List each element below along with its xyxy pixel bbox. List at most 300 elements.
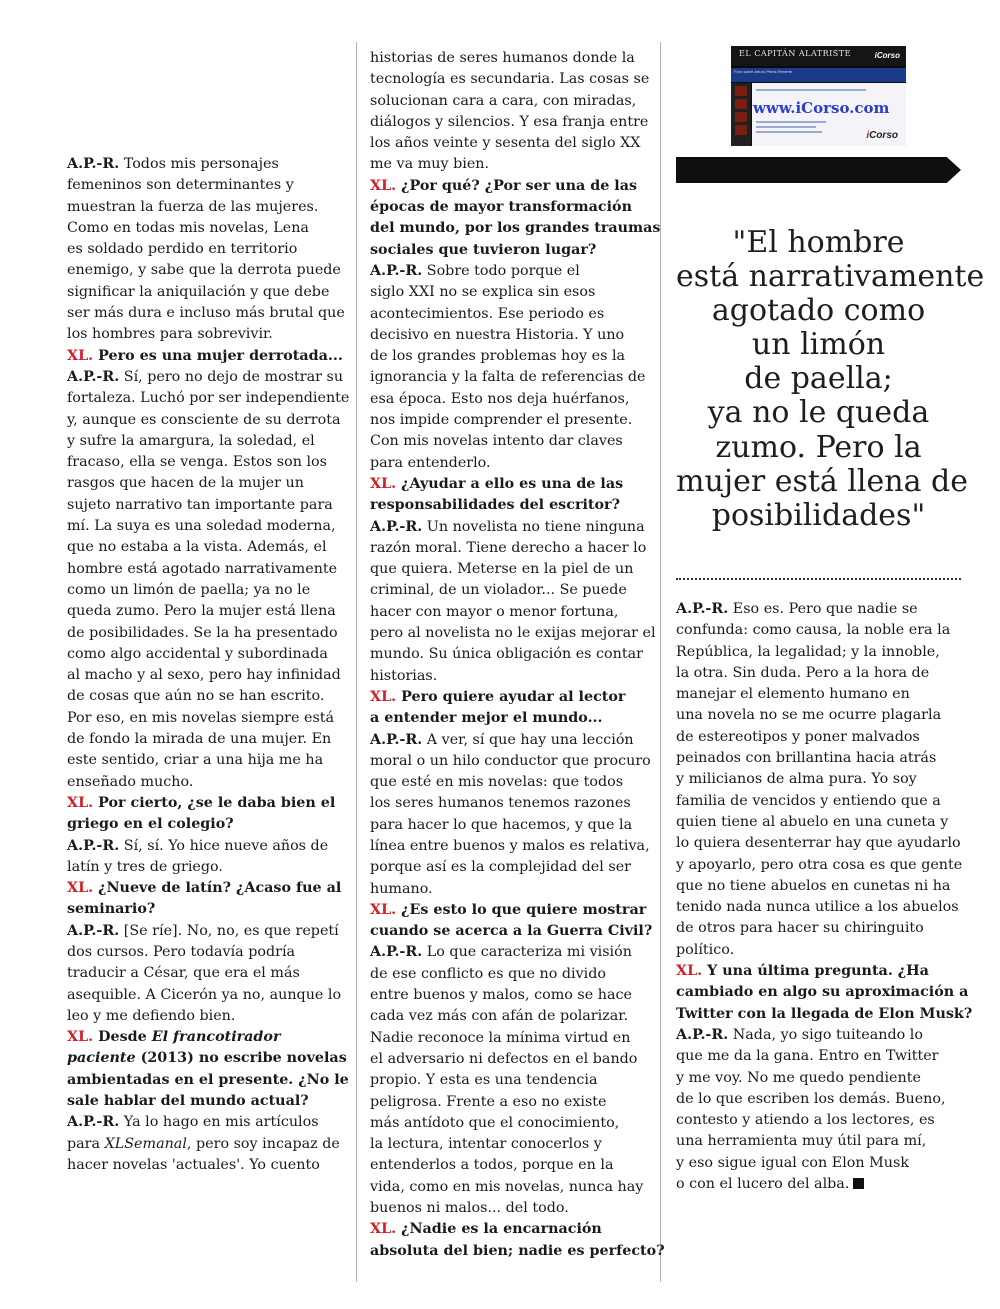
- text-line: [370, 218, 661, 239]
- text-run: y apoyarlo, pero otra cosa es que gente: [676, 856, 963, 873]
- text-run: de otros para hacer su chiringuito: [676, 920, 924, 937]
- text-run: Desde: [93, 1029, 152, 1046]
- screenshot-nav: [731, 68, 906, 82]
- text-run: queda zumo. Pero la mujer está llena: [67, 603, 336, 620]
- text-line: [67, 1155, 347, 1176]
- text-line: [67, 260, 347, 281]
- text-run: los seres humanos tenemos razones: [370, 795, 631, 812]
- text-run: A.P.-R.: [370, 518, 423, 535]
- text-run: ¿Es esto lo que quiere mostrar: [396, 901, 647, 918]
- text-line: [67, 1070, 347, 1091]
- pull-quote-line: de paella;: [744, 361, 893, 397]
- article-column-1: [67, 154, 350, 1176]
- screenshot-brand: EL CAPITÁN ALATRISTE: [739, 49, 851, 58]
- text-run: que quiera. Meterse en la piel de un: [370, 561, 634, 578]
- text-line: [370, 602, 650, 623]
- speaker-xl-tag: XL.: [67, 880, 94, 897]
- text-run: quien tiene al abuelo en una cuneta y: [676, 813, 949, 830]
- text-run: esa época. Esto nos deja huérfanos,: [370, 390, 630, 407]
- text-line: [67, 473, 347, 494]
- text-run: diálogos y silencios. Y esa franja entre: [370, 113, 649, 130]
- text-run: los hombres para sobrevivir.: [67, 326, 273, 343]
- text-run: línea entre buenos y malos es relativa,: [370, 837, 650, 854]
- text-run: sujeto narrativo tan importante para: [67, 496, 333, 513]
- text-run: razón moral. Tiene derecho a hacer lo: [370, 539, 647, 556]
- text-run: Sí, pero no dejo de mostrar su: [119, 368, 344, 385]
- text-run: República, la legalidad; y la innoble,: [676, 643, 940, 660]
- text-line: [676, 620, 961, 641]
- article-column-3: [676, 599, 973, 1195]
- text-run: es soldado perdido en territorio: [67, 241, 298, 258]
- text-line: [67, 686, 347, 707]
- text-line: [67, 1048, 347, 1069]
- text-line: [67, 1134, 347, 1155]
- screenshot-corso-mark: iCorso: [874, 51, 900, 60]
- text-run: A.P.-R.: [676, 1026, 729, 1043]
- text-run: al macho y al sexo, pero hay infinidad: [67, 667, 341, 684]
- text-run: Como en todas mis novelas, Lena: [67, 219, 309, 236]
- text-run: vida, como en mis novelas, nunca hay: [370, 1178, 644, 1195]
- text-run: leo y me defiendo bien.: [67, 1007, 236, 1024]
- text-run: y, aunque es consciente de su derrota: [67, 411, 341, 428]
- text-line: [370, 48, 650, 69]
- text-run: (2013) no escribe novelas: [135, 1050, 347, 1067]
- text-run: lo quiera desenterrar hay que ayudarlo: [676, 835, 961, 852]
- text-line: [676, 705, 961, 726]
- text-line: [676, 855, 961, 876]
- speaker-xl-tag: XL.: [370, 177, 397, 194]
- text-line: [67, 857, 347, 878]
- text-line: [370, 176, 650, 197]
- pull-quote-line: posibilidades": [711, 497, 926, 533]
- text-line: [67, 729, 347, 750]
- speaker-xl-tag: XL.: [67, 794, 94, 811]
- text-run: como un limón de paella; ya no le: [67, 581, 311, 598]
- text-run: de cosas que aún no se han escrito.: [67, 688, 325, 705]
- text-run: para: [67, 1135, 105, 1152]
- text-run: los años veinte y sesenta del siglo XX: [370, 135, 641, 152]
- text-line: [67, 495, 347, 516]
- dotted-divider: [676, 578, 961, 580]
- text-line: [370, 69, 650, 90]
- text-run: ser más dura e incluso más brutal que: [67, 305, 345, 322]
- text-line: [370, 431, 650, 452]
- text-run: Eso es. Pero que nadie se: [728, 601, 918, 617]
- text-line: [676, 791, 961, 812]
- text-line: [676, 769, 961, 790]
- screenshot-subtitle: Foro sobre Arturo Pérez-Reverte: [734, 69, 793, 74]
- text-line: [370, 666, 650, 687]
- text-line: [676, 1089, 961, 1110]
- text-run: A.P.-R.: [67, 156, 120, 172]
- text-line: [370, 644, 650, 665]
- text-run: traducir a César, que era el más: [67, 965, 300, 982]
- text-run: paciente: [67, 1050, 136, 1067]
- text-run: contesto y atiendo a los lectores, es: [676, 1112, 935, 1129]
- text-line: [67, 218, 347, 239]
- text-run: y sufre la amargura, la soledad, el: [67, 432, 315, 449]
- text-run: femeninos son determinantes y: [67, 177, 294, 194]
- text-run: que no tiene abuelos en cunetas ni ha: [676, 877, 951, 894]
- screenshot-logo: iCorso: [866, 130, 898, 141]
- text-line: [676, 833, 961, 854]
- text-line: [370, 1219, 650, 1240]
- text-line: [676, 684, 961, 705]
- text-run: responsabilidades del escritor?: [370, 497, 620, 514]
- speaker-xl-tag: XL.: [67, 347, 94, 364]
- pull-quote-line: está narrativamente: [676, 259, 985, 295]
- text-run: que no estaba a la vista. Además, el: [67, 539, 327, 556]
- text-run: Un novelista no tiene ninguna: [422, 518, 645, 535]
- speaker-xl-tag: XL.: [370, 688, 397, 705]
- text-line: [370, 942, 650, 963]
- text-run: hacer novelas 'actuales'. Yo cuento: [67, 1156, 320, 1173]
- text-run: A.P.-R.: [676, 601, 729, 617]
- text-run: Pero quiere ayudar al lector: [396, 688, 626, 705]
- text-line: [676, 642, 961, 663]
- text-run: cada vez más con afán de polarizar.: [370, 1008, 629, 1025]
- text-line: [370, 410, 650, 431]
- pull-quote-line: mujer está llena de: [676, 463, 968, 499]
- text-line: [370, 389, 650, 410]
- text-line: [67, 1027, 347, 1048]
- text-run: A.P.-R.: [67, 837, 120, 854]
- text-run: muestran la fuerza de las mujeres.: [67, 198, 319, 215]
- text-line: [676, 1068, 961, 1089]
- text-line: [370, 772, 650, 793]
- text-line: [67, 814, 347, 835]
- text-line: [676, 1004, 973, 1025]
- text-line: [370, 708, 650, 729]
- text-run: épocas de mayor transformación: [370, 199, 632, 216]
- text-line: [67, 537, 347, 558]
- text-run: ¿Nueve de latín? ¿Acaso fue al: [93, 880, 342, 897]
- text-run: [Se ríe]. No, no, es que repetí: [119, 922, 339, 939]
- text-run: enemigo, y sabe que la derrota puede: [67, 262, 341, 279]
- text-run: confunda: como causa, la noble era la: [676, 622, 951, 639]
- text-run: manejar el elemento humano en: [676, 686, 910, 703]
- text-line: [676, 1174, 961, 1195]
- text-run: El francotirador: [151, 1029, 281, 1046]
- text-run: de lo que escriben los demás. Bueno,: [676, 1090, 946, 1107]
- text-run: de fondo la mirada de una mujer. En: [67, 731, 332, 748]
- text-run: una herramienta muy útil para mí,: [676, 1133, 927, 1150]
- text-run: y me voy. No me quedo pendiente: [676, 1069, 921, 1086]
- text-line: [676, 1046, 961, 1067]
- text-run: enseñado mucho.: [67, 773, 194, 790]
- text-line: [67, 580, 347, 601]
- pull-quote: [676, 225, 985, 533]
- text-line: [676, 961, 961, 982]
- text-run: acontecimientos. Ese periodo es: [370, 305, 605, 322]
- speaker-xl-tag: XL.: [370, 901, 397, 918]
- text-line: [67, 644, 347, 665]
- text-run: cuando se acerca a la Guerra Civil?: [370, 923, 653, 940]
- text-run: Con mis novelas intento dar claves: [370, 433, 623, 450]
- text-run: siglo XXI no se explica sin esos: [370, 284, 596, 301]
- text-run: humano.: [370, 880, 433, 897]
- text-run: de posibilidades. Se la ha presentado: [67, 624, 338, 641]
- text-line: [370, 1134, 650, 1155]
- text-run: Nadie reconoce la mínima virtud en: [370, 1029, 631, 1046]
- text-run: sociales que tuvieron lugar?: [370, 241, 597, 258]
- website-screenshot: [731, 46, 906, 146]
- text-run: o con el lucero del alba.: [676, 1176, 850, 1193]
- pull-quote-line: zumo. Pero la: [715, 429, 922, 465]
- text-run: latín y tres de griego.: [67, 858, 223, 875]
- text-run: A.P.-R.: [370, 731, 423, 748]
- text-run: Nada, yo sigo tuiteando lo: [728, 1026, 923, 1043]
- text-run: tecnología es secundaria. Las cosas se: [370, 71, 650, 88]
- text-line: [67, 623, 347, 644]
- text-line: [67, 282, 347, 303]
- text-line: [370, 921, 653, 942]
- text-run: de estereotipos y poner malvados: [676, 728, 920, 745]
- text-line: [67, 750, 347, 771]
- text-line: [67, 559, 347, 580]
- text-line: [370, 197, 650, 218]
- text-run: A.P.-R.: [67, 922, 120, 939]
- text-run: dos cursos. Pero todavía podría: [67, 943, 296, 960]
- column-divider-1: [356, 42, 357, 1282]
- text-run: este sentido, criar a una hija me ha: [67, 752, 324, 769]
- text-run: Por eso, en mis novelas siempre está: [67, 709, 335, 726]
- text-line: [370, 538, 650, 559]
- text-run: peligrosa. Frente a eso no existe: [370, 1093, 607, 1110]
- text-run: mí. La suya es una soledad moderna,: [67, 518, 336, 535]
- text-run: pero al novelista no le exijas mejorar el: [370, 625, 656, 642]
- text-line: [370, 91, 650, 112]
- text-line: [676, 1153, 961, 1174]
- text-run: seminario?: [67, 901, 156, 918]
- text-line: [67, 197, 347, 218]
- text-run: de ese conflicto es que no divido: [370, 965, 606, 982]
- text-run: hacer con mayor o menor fortuna,: [370, 603, 619, 620]
- text-run: más antídoto que el conocimiento,: [370, 1114, 620, 1131]
- text-line: [67, 239, 347, 260]
- text-run: griego en el colegio?: [67, 816, 234, 833]
- text-run: para hacer lo que hacemos, y que la: [370, 816, 633, 833]
- text-line: [67, 154, 347, 175]
- text-run: propio. Y esta es una tendencia: [370, 1072, 598, 1089]
- text-line: [676, 1110, 961, 1131]
- text-line: [370, 346, 650, 367]
- text-line: [370, 112, 650, 133]
- text-run: y eso sigue igual con Elon Musk: [676, 1154, 910, 1171]
- text-run: Twitter con la llegada de Elon Musk?: [676, 1005, 973, 1022]
- text-line: [370, 325, 650, 346]
- text-run: Sobre todo porque el: [422, 262, 580, 279]
- text-run: porque así es la complejidad del ser: [370, 859, 632, 876]
- text-line: [370, 751, 650, 772]
- text-line: [67, 985, 347, 1006]
- text-run: XLSemanal: [104, 1135, 187, 1152]
- pull-quote-line: ya no le queda: [707, 395, 930, 431]
- text-line: [370, 1092, 650, 1113]
- text-run: solucionan cara a cara, con miradas,: [370, 92, 637, 109]
- text-run: Sí, sí. Yo hice nueve años de: [119, 837, 329, 854]
- text-run: a entender mejor el mundo...: [370, 710, 603, 727]
- text-run: y milicianos de alma pura. Yo soy: [676, 771, 917, 788]
- text-line: [370, 580, 650, 601]
- text-line: [370, 1155, 650, 1176]
- text-run: ¿Ayudar a ello es una de las: [396, 475, 624, 492]
- text-line: [67, 516, 347, 537]
- text-line: [370, 261, 650, 282]
- screenshot-header: [731, 46, 906, 66]
- text-line: [370, 815, 650, 836]
- text-run: del mundo, por los grandes traumas: [370, 220, 661, 237]
- screenshot-url: www.iCorso.com: [753, 99, 890, 117]
- text-line: [370, 453, 650, 474]
- text-line: [370, 495, 650, 516]
- text-line: [67, 1006, 347, 1027]
- text-line: [676, 1025, 961, 1046]
- text-run: ¿Por qué? ¿Por ser una de las: [396, 177, 638, 194]
- text-line: [676, 982, 969, 1003]
- text-run: historias de seres humanos donde la: [370, 50, 635, 66]
- text-line: [676, 748, 961, 769]
- text-run: entenderlos a todos, porque en la: [370, 1157, 614, 1174]
- text-line: [67, 367, 347, 388]
- text-line: [67, 793, 347, 814]
- text-run: tenido nada nunca utilice a los abuelos: [676, 899, 959, 916]
- text-run: decisivo en nuestra Historia. Y uno: [370, 326, 625, 343]
- text-run: de los grandes problemas hoy es la: [370, 348, 626, 365]
- speaker-xl-tag: XL.: [370, 475, 397, 492]
- text-line: [370, 1241, 665, 1262]
- text-run: cambiado en algo su aproximación a: [676, 984, 969, 1001]
- end-mark-icon: [853, 1178, 864, 1189]
- text-line: [370, 517, 650, 538]
- text-line: [370, 1049, 650, 1070]
- text-run: , pero soy incapaz de: [186, 1135, 340, 1152]
- text-run: para entenderlo.: [370, 454, 491, 471]
- text-run: la lectura, intentar conocerlos y: [370, 1136, 602, 1153]
- text-run: me va muy bien.: [370, 156, 490, 173]
- text-line: [370, 985, 650, 1006]
- text-line: [370, 836, 650, 857]
- text-run: ambientadas en el presente. ¿No le: [67, 1071, 349, 1088]
- text-run: la otra. Sin duda. Pero a la hora de: [676, 664, 930, 681]
- text-run: A.P.-R.: [370, 944, 423, 961]
- text-line: [67, 1091, 347, 1112]
- text-line: [676, 897, 961, 918]
- text-run: A ver, sí que hay una lección: [422, 731, 634, 748]
- text-run: entre buenos y malos, como se hace: [370, 987, 632, 1004]
- text-run: familia de vencidos y entiendo que a: [676, 792, 941, 809]
- text-run: ¿Nadie es la encarnación: [396, 1221, 602, 1238]
- article-column-2: [370, 48, 665, 1262]
- text-line: [67, 410, 347, 431]
- text-line: [370, 474, 650, 495]
- text-run: rasgos que hacen de la mujer un: [67, 475, 304, 492]
- text-line: [676, 1131, 961, 1152]
- text-line: [370, 1070, 650, 1091]
- text-line: [676, 599, 961, 620]
- text-line: [67, 878, 347, 899]
- text-line: [67, 303, 347, 324]
- text-run: moral o un hilo conductor que procuro: [370, 752, 651, 769]
- screenshot-sidebar: [731, 83, 751, 146]
- text-line: [67, 836, 347, 857]
- text-line: [370, 879, 650, 900]
- text-run: A.P.-R.: [67, 368, 120, 385]
- text-line: [370, 793, 650, 814]
- text-line: [370, 240, 650, 261]
- speaker-xl-tag: XL.: [67, 1029, 94, 1046]
- text-line: [370, 687, 650, 708]
- text-run: como algo accidental y subordinada: [67, 645, 328, 662]
- text-line: [370, 1177, 650, 1198]
- text-run: fortaleza. Luchó por ser independiente: [67, 390, 350, 407]
- text-line: [67, 1112, 347, 1133]
- text-line: [67, 346, 347, 367]
- speaker-xl-tag: XL.: [370, 1221, 397, 1238]
- text-run: el adversario ni defectos en el bando: [370, 1050, 638, 1067]
- text-line: [370, 133, 650, 154]
- text-run: A.P.-R.: [67, 1114, 120, 1131]
- text-run: criminal, de un violador... Se puede: [370, 582, 627, 599]
- pull-quote-line: un limón: [751, 327, 886, 363]
- text-line: [676, 918, 961, 939]
- text-run: Y una última pregunta. ¿Ha: [702, 963, 929, 980]
- text-line: [67, 942, 347, 963]
- text-run: que esté en mis novelas: que todos: [370, 774, 624, 791]
- text-run: ignorancia y la falta de referencias de: [370, 369, 646, 386]
- text-line: [370, 1028, 650, 1049]
- text-line: [370, 1006, 650, 1027]
- text-run: Pero es una mujer derrotada...: [93, 347, 343, 364]
- text-run: político.: [676, 941, 735, 958]
- text-line: [67, 175, 347, 196]
- text-run: Ya lo hago en mis artículos: [119, 1114, 319, 1131]
- text-line: [67, 963, 347, 984]
- text-line: [370, 1113, 650, 1134]
- text-run: peinados con brillantina hacia atrás: [676, 750, 937, 767]
- text-line: [67, 665, 347, 686]
- text-run: Por cierto, ¿se le daba bien el: [93, 794, 336, 811]
- text-line: [370, 623, 656, 644]
- text-run: fracaso, ella se venga. Estos son los: [67, 454, 327, 471]
- text-run: Lo que caracteriza mi visión: [422, 944, 632, 961]
- text-line: [676, 940, 961, 961]
- text-line: [67, 921, 347, 942]
- text-line: [67, 708, 347, 729]
- text-run: hombre está agotado narrativamente: [67, 560, 338, 577]
- quote-bar: [676, 157, 961, 183]
- text-line: [370, 900, 650, 921]
- text-run: absoluta del bien; nadie es perfecto?: [370, 1242, 665, 1259]
- text-run: que me da la gana. Entro en Twitter: [676, 1048, 939, 1065]
- text-line: [370, 730, 650, 751]
- pull-quote-line: agotado como: [711, 293, 926, 329]
- text-line: [370, 154, 650, 175]
- text-run: A.P.-R.: [370, 262, 423, 279]
- text-run: una novela no se me ocurre plagarla: [676, 707, 942, 724]
- text-line: [370, 857, 650, 878]
- text-line: [370, 1198, 650, 1219]
- text-run: Todos mis personajes: [119, 156, 279, 172]
- text-line: [676, 812, 961, 833]
- text-run: buenos ni malos... del todo.: [370, 1200, 569, 1217]
- text-run: significar la aniquilación y que debe: [67, 283, 330, 300]
- text-line: [676, 876, 961, 897]
- text-line: [67, 601, 347, 622]
- text-line: [370, 367, 650, 388]
- text-run: historias.: [370, 667, 438, 684]
- text-line: [67, 772, 347, 793]
